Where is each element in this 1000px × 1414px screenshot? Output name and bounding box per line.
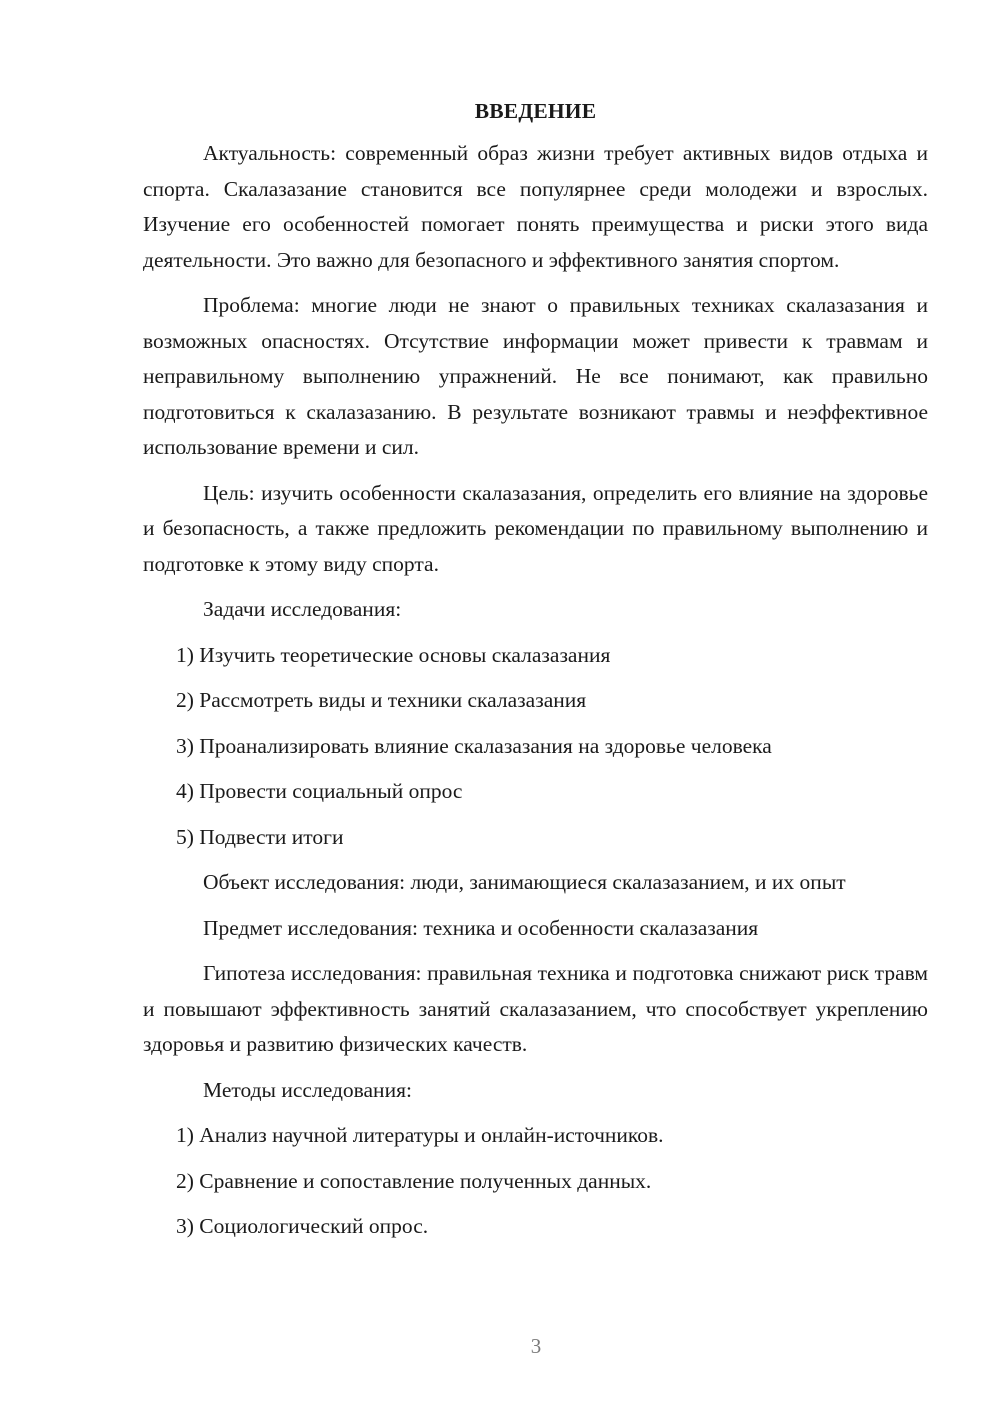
task-item: 2) Рассмотреть виды и техники скалазазания (176, 688, 587, 712)
page-number: 3 (530, 1334, 542, 1358)
tasks-heading: Задачи исследования: (203, 597, 402, 621)
methods-heading: Методы исследования: (203, 1077, 412, 1102)
goal-paragraph: Цель: изучить особенности скалазазания, определить его влияние на здоровье и безопасность, а также предложить рекомендации по правильному выполнению и подготовке к этому виду спорта. (143, 480, 928, 576)
section-title: ВВЕДЕНИЕ (474, 99, 597, 123)
method-item: 1) Анализ научной литературы и онлайн-источников. (176, 1123, 664, 1147)
task-item: 5) Подвести итоги (176, 824, 344, 849)
document-page (143, 96, 928, 1255)
object-paragraph: Объект исследования: люди, занимающиеся скалазазанием, и их опыт (203, 870, 846, 894)
subject-paragraph: Предмет исследования: техника и особенности скалазазания (203, 915, 759, 940)
relevance-paragraph: Актуальность: современный образ жизни требует активных видов отдыха и спорта. Скалазазание становится все популярнее среди молодежи и взрослых. Изучение его особенностей помогает понять преимущества и риски этого вида деятельности. Это важно для безопасного и эффективного занятия спортом. (143, 141, 928, 272)
task-item: 1) Изучить теоретические основы скалазазания (176, 642, 611, 667)
method-item: 3) Социологический опрос. (176, 1214, 429, 1238)
problem-paragraph: Проблема: многие люди не знают о правильных техниках скалазазания и возможных опасностях. Отсутствие информации может привести к травмам и неправильному выполнению упражнений. Не все понимают, как правильно подготовиться к скалазазанию. В результате возникают травмы и неэффективное использование времени и сил. (143, 293, 928, 459)
task-item: 3) Проанализировать влияние скалазазания на здоровье человека (176, 733, 772, 758)
method-item: 2) Сравнение и сопоставление полученных данных. (176, 1168, 652, 1193)
task-item: 4) Провести социальный опрос (176, 779, 463, 803)
hypothesis-paragraph: Гипотеза исследования: правильная техника и подготовка снижают риск травм и повышают эффективность занятий скалазазанием, что способствует укреплению здоровья и развитию физических качеств. (143, 961, 928, 1056)
